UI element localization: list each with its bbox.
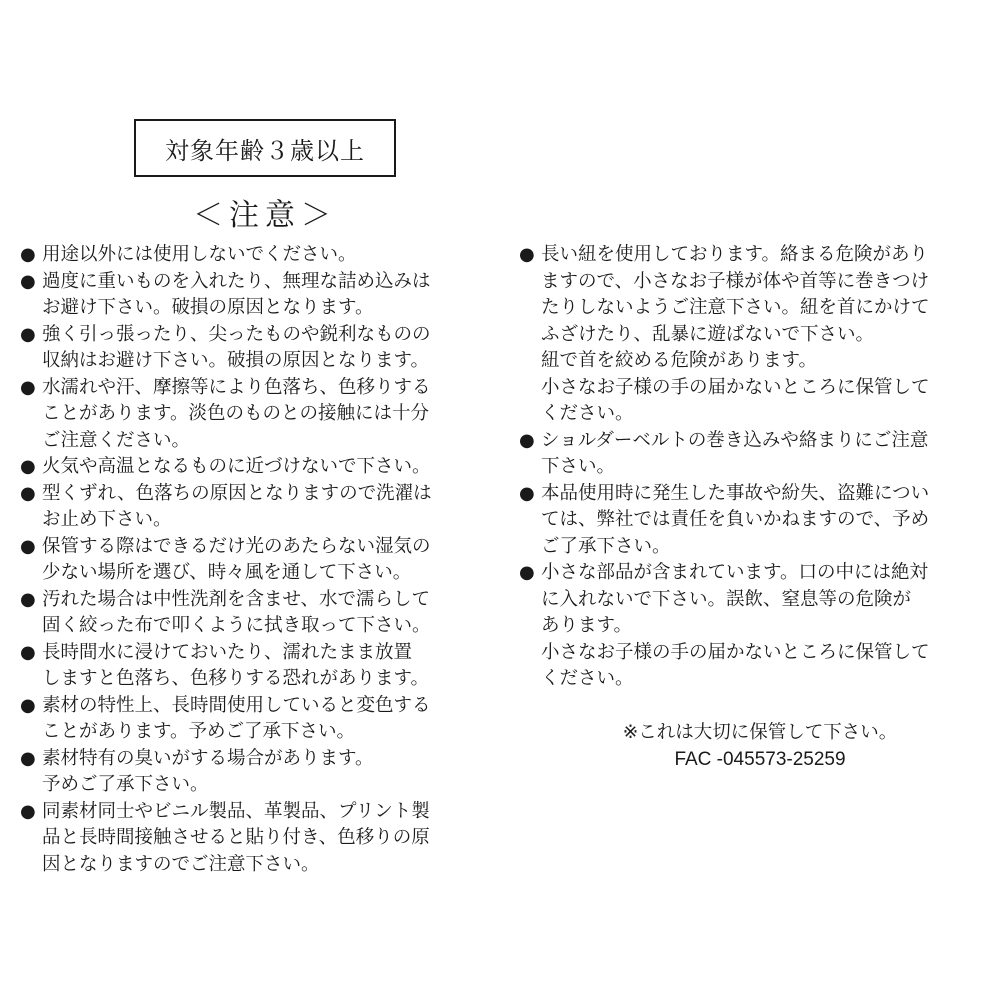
bullet-icon: ● bbox=[20, 270, 36, 292]
caution-item-text: 強く引っ張ったり、尖ったものや鋭利なものの 収納はお避け下さい。破損の原因となります。 bbox=[42, 323, 431, 371]
caution-item bbox=[20, 481, 498, 534]
bullet-icon: ● bbox=[20, 456, 36, 477]
caution-item bbox=[20, 799, 498, 879]
caution-item-text: 水濡れや汗、摩擦等により色落ち、色移りする ことがあります。淡色のものとの接触には十分 ご注意ください。 bbox=[42, 376, 431, 451]
caution-heading: ＜注意＞ bbox=[193, 198, 337, 233]
caution-item bbox=[20, 454, 498, 481]
caution-item-text: 型くずれ、色落ちの原因となりますので洗濯は お止め下さい。 bbox=[42, 482, 432, 530]
bullet-icon: ● bbox=[20, 535, 36, 557]
caution-item-text: 用途以外には使用しないでください。 bbox=[42, 244, 357, 265]
caution-item-text: 小さな部品が含まれています。口の中には絶対 に入れないで下さい。誤飲、窒息等の危険が あります。 小さなお子様の手の届かないところに保管して ください。 bbox=[541, 562, 930, 689]
age-label-box bbox=[134, 119, 396, 177]
caution-item-text: 同素材同士やビニル製品、革製品、プリント製 品と長時間接触させると貼り付き、色移りの原 因となりますのでご注意下さい。 bbox=[42, 800, 430, 875]
caution-item bbox=[20, 269, 498, 322]
bullet-icon: ● bbox=[20, 800, 36, 822]
bullet-icon: ● bbox=[20, 588, 36, 610]
caution-item bbox=[20, 587, 498, 640]
age-label: 対象年齢３歳以上 bbox=[165, 136, 365, 165]
keep-notice: ※これは大切に保管して下さい。 bbox=[622, 722, 898, 743]
caution-item bbox=[519, 560, 987, 693]
caution-item bbox=[519, 428, 987, 481]
product-code: FAC -045573-25259 bbox=[674, 749, 846, 770]
caution-item bbox=[519, 242, 987, 428]
bullet-icon: ● bbox=[20, 244, 36, 265]
bullet-icon: ● bbox=[519, 244, 535, 265]
bullet-icon: ● bbox=[519, 429, 535, 451]
caution-item-text: 長い紐を使用しております。絡まる危険があり ますので、小さなお子様が体や首等に巻きつけ たりしないようご注意下さい。紐を首にかけて ふざけたり、乱暴に遊ばないで下さい。 紐で首を絞める危険があります。 小さなお子様の手の届かないところに保管して ください。 bbox=[541, 244, 930, 424]
bullet-icon: ● bbox=[519, 562, 535, 583]
caution-item bbox=[20, 242, 498, 269]
bullet-icon: ● bbox=[20, 376, 36, 398]
bullet-icon: ● bbox=[20, 641, 36, 663]
caution-item bbox=[20, 322, 498, 375]
bullet-icon: ● bbox=[20, 747, 36, 769]
bullet-icon: ● bbox=[519, 482, 535, 504]
bullet-icon: ● bbox=[20, 694, 36, 716]
caution-item-text: 過度に重いものを入れたり、無理な詰め込みは お避け下さい。破損の原因となります。 bbox=[42, 270, 431, 318]
caution-item-text: 長時間水に浸けておいたり、濡れたまま放置 しますと色落ち、色移りする恐れがあります。 bbox=[42, 641, 430, 689]
caution-item bbox=[20, 640, 498, 693]
caution-list-left bbox=[20, 242, 498, 878]
caution-item-text: 保管する際はできるだけ光のあたらない湿気の 少ない場所を選び、時々風を通して下さい。 bbox=[42, 535, 431, 583]
caution-item bbox=[519, 481, 987, 561]
caution-item bbox=[20, 693, 498, 746]
caution-item bbox=[20, 375, 498, 455]
caution-item-text: 素材の特性上、長時間使用していると変色する ことがあります。予めご了承下さい。 bbox=[42, 694, 431, 742]
caution-item-text: 本品使用時に発生した事故や紛失、盗難につい ては、弊社では責任を負いかねますので、予め ご了承下さい。 bbox=[541, 482, 930, 557]
bullet-icon: ● bbox=[20, 482, 36, 504]
bullet-icon: ● bbox=[20, 323, 36, 345]
caution-item-text: ショルダーベルトの巻き込みや絡まりにご注意 下さい。 bbox=[541, 429, 929, 477]
caution-item-text: 汚れた場合は中性洗剤を含ませ、水で濡らして 固く絞った布で叩くように拭き取って下さい。 bbox=[42, 588, 431, 636]
caution-item-text: 素材特有の臭いがする場合があります。 予めご了承下さい。 bbox=[42, 747, 374, 795]
caution-item-text: 火気や高温となるものに近づけないで下さい。 bbox=[42, 456, 431, 477]
caution-list-right bbox=[519, 242, 987, 693]
caution-item bbox=[20, 534, 498, 587]
caution-item bbox=[20, 746, 498, 799]
